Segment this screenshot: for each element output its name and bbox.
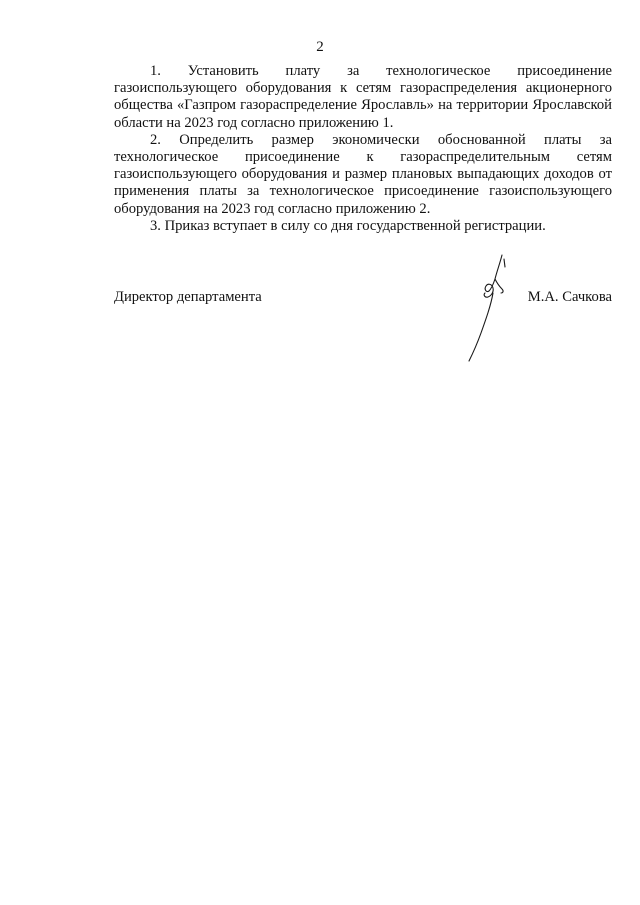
paragraph-2: 2. Определить размер экономически обоснованной платы за технологическое присоединение к газораспределительным сетям газоиспользующего оборудования и размер плановых выпадающих доходов от применения платы за технологическое присоединение газоиспользующего оборудования на 2023 год согласно приложению 2. <box>114 131 612 217</box>
signatory-title: Директор департамента <box>114 289 262 305</box>
page-number: 2 <box>316 39 324 55</box>
signature-block <box>114 285 612 355</box>
order-text <box>114 63 612 235</box>
paragraph-3: 3. Приказ вступает в силу со дня государственной регистрации. <box>150 217 546 234</box>
handwritten-signature <box>464 253 524 365</box>
paragraph-1: 1. Установить плату за технологическое присоединение газоиспользующего оборудования к сетям газораспределения акционерного общества «Газпром газораспределение Ярославль» на территории Ярославской области на 2023 год согласно приложению 1. <box>114 63 612 131</box>
signatory-name: М.А. Сачкова <box>527 289 612 305</box>
